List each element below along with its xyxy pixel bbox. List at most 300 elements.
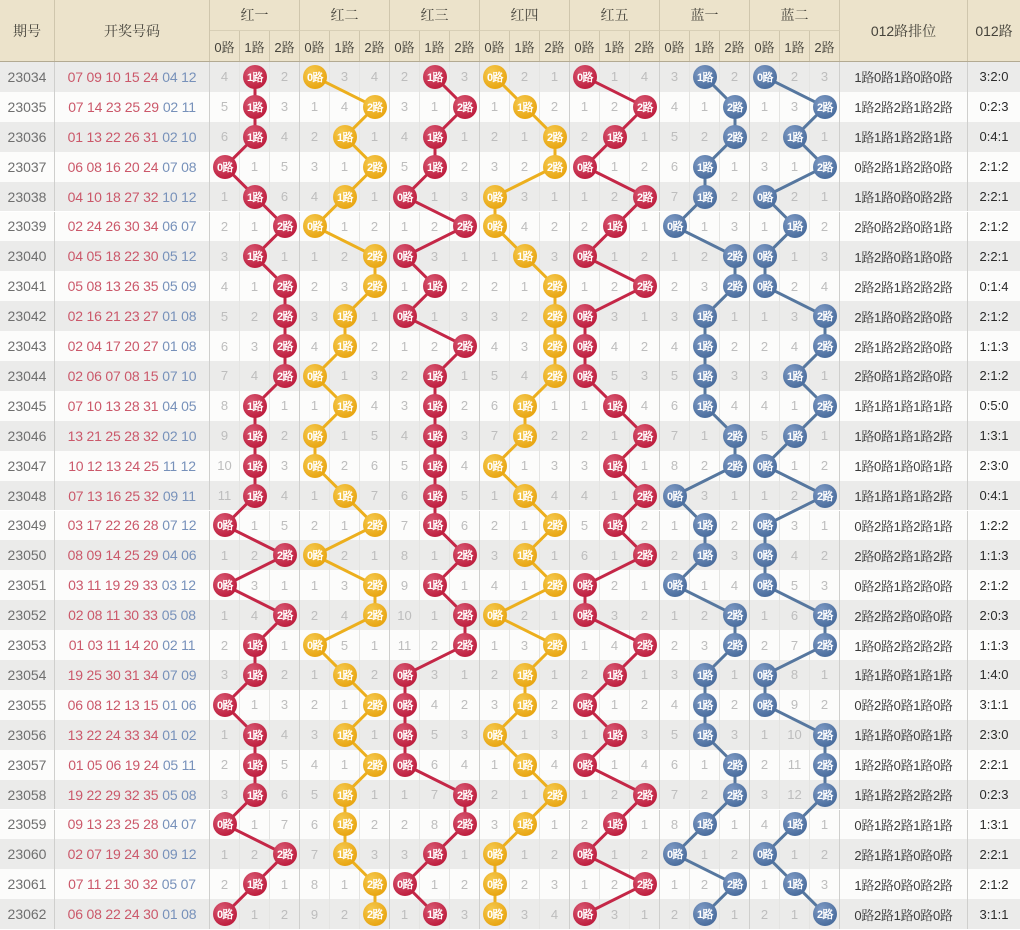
road-miss-cell: 2: [270, 421, 300, 451]
road-miss-cell: [630, 92, 660, 122]
trend-ball: 2路: [723, 244, 747, 268]
road-miss-cell: 3: [780, 301, 810, 331]
road-miss-cell: 11: [780, 750, 810, 780]
road-miss-cell: 1: [540, 660, 570, 690]
road-miss-cell: 3: [540, 869, 570, 899]
trend-ball: 1路: [423, 394, 447, 418]
road-miss-cell: 2: [690, 241, 720, 271]
road-miss-cell: [570, 152, 600, 182]
road-miss-cell: 2: [540, 839, 570, 869]
road-miss-cell: 3: [690, 271, 720, 301]
road-miss-cell: 1: [450, 660, 480, 690]
ratio-cell: 2:1:2: [979, 368, 1009, 384]
trend-ball: 1路: [243, 125, 267, 149]
trend-ball: 0路: [393, 244, 417, 268]
road-miss-cell: 4: [270, 122, 300, 152]
road-miss-cell: 1: [570, 391, 600, 421]
road-miss-cell: [540, 122, 570, 152]
trend-ball: 1路: [333, 842, 357, 866]
road-miss-cell: 5: [390, 152, 420, 182]
road-miss-cell: 1: [420, 92, 450, 122]
trend-ball: 1路: [423, 125, 447, 149]
road-miss-cell: 4: [540, 750, 570, 780]
road-miss-cell: 1: [330, 421, 360, 451]
road-miss-cell: [690, 331, 720, 361]
road-label: 2路: [540, 31, 570, 61]
road-miss-cell: 1: [630, 810, 660, 840]
road-miss-cell: 2: [600, 271, 630, 301]
road-miss-cell: 2: [780, 62, 810, 92]
road-miss-cell: 1: [690, 212, 720, 242]
trend-ball: 2路: [453, 633, 477, 657]
road-miss-cell: 2: [270, 899, 300, 929]
road-miss-cell: 5: [780, 570, 810, 600]
red-numbers: 03 17 22 26 28: [67, 517, 159, 534]
ratio-cell: 0:2:3: [979, 787, 1009, 803]
road-miss-cell: 1: [510, 570, 540, 600]
road-miss-cell: 2: [330, 451, 360, 481]
road-miss-cell: [360, 241, 390, 271]
road-miss-cell: [240, 182, 270, 212]
road-miss-cell: [450, 780, 480, 810]
road-miss-cell: [570, 750, 600, 780]
rank-cell: 1路1路0路1路1路: [840, 660, 968, 690]
trend-ball: 2路: [813, 902, 837, 926]
road-miss-cell: [330, 331, 360, 361]
trend-ball: 2路: [813, 394, 837, 418]
period-cell: 23046: [0, 421, 55, 451]
road-miss-cell: 2: [630, 331, 660, 361]
trend-ball: 0路: [213, 693, 237, 717]
trend-ball: 1路: [243, 95, 267, 119]
trend-ball: 2路: [813, 633, 837, 657]
road-miss-cell: 3: [690, 481, 720, 511]
road-miss-cell: 1: [210, 720, 240, 750]
road-miss-cell: 1: [660, 600, 690, 630]
table-row: [0, 630, 1020, 660]
road-miss-cell: [540, 630, 570, 660]
trend-ball: 2路: [453, 95, 477, 119]
trend-ball: 2路: [453, 783, 477, 807]
rank-cell: 0路2路1路2路0路: [840, 570, 968, 600]
trend-ball: 1路: [783, 125, 807, 149]
trend-ball: 0路: [213, 902, 237, 926]
road-miss-cell: 1: [450, 122, 480, 152]
numbers-cell: [55, 361, 210, 391]
road-miss-cell: 2: [780, 182, 810, 212]
road-miss-cell: [480, 182, 510, 212]
trend-ball: 1路: [333, 185, 357, 209]
road-miss-cell: [690, 810, 720, 840]
table-row: [0, 810, 1020, 840]
trend-ball: 1路: [693, 155, 717, 179]
rank-cell: 1路1路1路1路2路: [840, 481, 968, 511]
road-miss-cell: [570, 570, 600, 600]
numbers-cell: [55, 481, 210, 511]
trend-ball: 2路: [723, 753, 747, 777]
road-miss-cell: 3: [450, 62, 480, 92]
road-miss-cell: 6: [450, 511, 480, 541]
trend-ball: 2路: [543, 304, 567, 328]
period-cell: 23056: [0, 720, 55, 750]
red-numbers: 02 04 17 20 27: [67, 338, 159, 355]
trend-ball: 2路: [543, 334, 567, 358]
trend-ball: 2路: [453, 543, 477, 567]
trend-ball: 1路: [513, 693, 537, 717]
road-miss-cell: [630, 869, 660, 899]
numbers-cell: [55, 750, 210, 780]
road-miss-cell: 5: [210, 301, 240, 331]
trend-ball: 2路: [543, 513, 567, 537]
period-cell: 23038: [0, 182, 55, 212]
road-miss-cell: 1: [240, 152, 270, 182]
trend-ball: 0路: [573, 334, 597, 358]
road-miss-cell: [720, 271, 750, 301]
rank-cell: 1路0路2路2路2路: [840, 630, 968, 660]
trend-ball: 1路: [603, 214, 627, 238]
red-numbers: 07 10 13 28 31: [67, 397, 159, 414]
road-label: 1路: [600, 31, 630, 61]
trend-ball: 1路: [423, 484, 447, 508]
road-miss-cell: 1: [330, 690, 360, 720]
trend-ball: 1路: [423, 65, 447, 89]
red-numbers: 06 08 22 24 30: [67, 906, 159, 923]
trend-ball: 0路: [573, 65, 597, 89]
period-cell: 23049: [0, 511, 55, 541]
road-miss-cell: [510, 92, 540, 122]
trend-ball: 0路: [573, 304, 597, 328]
road-miss-cell: 4: [480, 570, 510, 600]
numbers-header: 开奖号码: [55, 0, 210, 61]
table-row: [0, 271, 1020, 301]
road-miss-cell: 4: [240, 600, 270, 630]
trend-ball: 2路: [453, 334, 477, 358]
road-miss-cell: 9: [210, 421, 240, 451]
road-miss-cell: 2: [360, 331, 390, 361]
road-miss-cell: [540, 152, 570, 182]
blue-numbers: 01 08: [162, 308, 197, 325]
period-cell: 23041: [0, 271, 55, 301]
road-miss-cell: 2: [630, 511, 660, 541]
road-miss-cell: 1: [780, 899, 810, 929]
trend-ball: 1路: [693, 902, 717, 926]
table-row: [0, 152, 1020, 182]
road-miss-cell: 4: [660, 690, 690, 720]
road-miss-cell: 2: [600, 570, 630, 600]
road-miss-cell: 3: [300, 152, 330, 182]
road-miss-cell: 7: [660, 421, 690, 451]
road-miss-cell: 1: [510, 511, 540, 541]
road-miss-cell: 2: [750, 899, 780, 929]
road-miss-cell: 1: [270, 391, 300, 421]
road-miss-cell: 2: [210, 212, 240, 242]
road-miss-cell: 2: [420, 331, 450, 361]
road-miss-cell: 1: [600, 481, 630, 511]
road-miss-cell: [420, 152, 450, 182]
trend-ball: 2路: [273, 364, 297, 388]
road-miss-cell: 4: [420, 690, 450, 720]
road-miss-cell: [600, 391, 630, 421]
ratio-cell: 0:5:0: [979, 398, 1009, 414]
trend-ball: 1路: [243, 723, 267, 747]
period-header: 期号: [0, 0, 55, 61]
trend-ball: 0路: [483, 214, 507, 238]
road-miss-cell: [510, 391, 540, 421]
road-miss-cell: 7: [360, 481, 390, 511]
road-miss-cell: [390, 182, 420, 212]
road-miss-cell: 1: [660, 511, 690, 541]
trend-ball: 2路: [363, 603, 387, 627]
rank-header: 012路排位: [840, 0, 968, 61]
road-miss-cell: 3: [450, 899, 480, 929]
road-miss-cell: 4: [600, 630, 630, 660]
road-miss-cell: 1: [240, 511, 270, 541]
road-miss-cell: 1: [420, 869, 450, 899]
road-miss-cell: 3: [540, 720, 570, 750]
road-miss-cell: 3: [690, 630, 720, 660]
period-cell: 23051: [0, 570, 55, 600]
road-miss-cell: 2: [510, 152, 540, 182]
road-miss-cell: 2: [480, 660, 510, 690]
numbers-cell: [55, 212, 210, 242]
road-miss-cell: 2: [480, 271, 510, 301]
rank-cell: 1路2路0路1路0路: [840, 241, 968, 271]
road-miss-cell: 1: [210, 540, 240, 570]
trend-ball: 1路: [603, 723, 627, 747]
road-miss-cell: [540, 361, 570, 391]
table-row: [0, 780, 1020, 810]
ratio-header: 012路: [975, 22, 1013, 39]
period-cell: 23059: [0, 810, 55, 840]
road-miss-cell: [810, 301, 840, 331]
period-cell: 23043: [0, 331, 55, 361]
trend-ball: 2路: [813, 304, 837, 328]
trend-ball: 2路: [363, 95, 387, 119]
trend-ball: 2路: [633, 95, 657, 119]
ratio-cell: 3:1:1: [979, 697, 1009, 713]
rank-cell: 1路1路1路2路1路: [840, 122, 968, 152]
trend-ball: 2路: [363, 513, 387, 537]
road-miss-cell: 2: [600, 780, 630, 810]
road-miss-cell: [360, 152, 390, 182]
road-miss-cell: 1: [210, 839, 240, 869]
rank-cell: 1路1路0路0路1路: [840, 720, 968, 750]
rank-cell: 1路2路2路1路2路: [840, 92, 968, 122]
road-miss-cell: [420, 899, 450, 929]
road-miss-cell: 2: [720, 331, 750, 361]
trend-ball: 0路: [663, 573, 687, 597]
road-miss-cell: 3: [300, 301, 330, 331]
road-label: 1路: [510, 31, 540, 61]
red-numbers: 10 12 13 24 25: [68, 457, 159, 474]
road-miss-cell: 1: [600, 152, 630, 182]
road-miss-cell: 2: [300, 511, 330, 541]
group-header-2: 红二: [300, 0, 390, 31]
road-miss-cell: 10: [390, 600, 420, 630]
road-label: 2路: [270, 31, 300, 61]
road-miss-cell: 1: [330, 869, 360, 899]
road-miss-cell: 7: [420, 780, 450, 810]
road-miss-cell: 2: [540, 690, 570, 720]
road-miss-cell: 3: [720, 720, 750, 750]
road-miss-cell: 1: [300, 570, 330, 600]
road-miss-cell: [810, 391, 840, 421]
ratio-cell: 2:1:2: [979, 159, 1009, 175]
road-miss-cell: 1: [330, 750, 360, 780]
road-miss-cell: 1: [480, 241, 510, 271]
road-miss-cell: [420, 481, 450, 511]
road-miss-cell: 2: [240, 839, 270, 869]
road-miss-cell: 5: [270, 511, 300, 541]
trend-ball: 1路: [603, 812, 627, 836]
road-miss-cell: 4: [330, 600, 360, 630]
trend-ball: 1路: [423, 274, 447, 298]
road-miss-cell: 1: [690, 570, 720, 600]
road-miss-cell: [720, 600, 750, 630]
trend-ball: 0路: [753, 663, 777, 687]
road-miss-cell: 9: [780, 690, 810, 720]
road-miss-cell: 4: [300, 182, 330, 212]
road-miss-cell: [210, 570, 240, 600]
road-miss-cell: [810, 720, 840, 750]
ratio-cell: 0:4:1: [979, 129, 1009, 145]
trend-ball: 0路: [753, 185, 777, 209]
trend-ball: 1路: [243, 783, 267, 807]
road-miss-cell: 2: [810, 540, 840, 570]
road-miss-cell: [330, 839, 360, 869]
trend-ball: 0路: [753, 274, 777, 298]
ratio-cell: 0:2:3: [979, 99, 1009, 115]
road-miss-cell: [240, 62, 270, 92]
ratio-cell: 2:2:1: [979, 248, 1009, 264]
road-miss-cell: 6: [390, 481, 420, 511]
road-miss-cell: 1: [690, 750, 720, 780]
trend-ball: 2路: [633, 633, 657, 657]
road-label: 1路: [240, 31, 270, 61]
road-miss-cell: [360, 899, 390, 929]
road-miss-cell: 1: [360, 301, 390, 331]
road-miss-cell: 1: [600, 241, 630, 271]
road-miss-cell: [360, 750, 390, 780]
road-miss-cell: 4: [300, 331, 330, 361]
period-cell: 23053: [0, 630, 55, 660]
trend-ball: 2路: [813, 603, 837, 627]
road-miss-cell: 3: [420, 660, 450, 690]
road-miss-cell: 1: [450, 839, 480, 869]
road-miss-cell: 7: [300, 839, 330, 869]
road-miss-cell: 1: [630, 301, 660, 331]
road-miss-cell: 1: [270, 869, 300, 899]
road-miss-cell: 1: [630, 899, 660, 929]
road-miss-cell: 2: [690, 600, 720, 630]
road-miss-cell: 2: [750, 331, 780, 361]
road-miss-cell: 1: [600, 421, 630, 451]
road-miss-cell: 4: [390, 122, 420, 152]
rank-cell: 1路1路2路2路2路: [840, 780, 968, 810]
trend-ball: 0路: [393, 693, 417, 717]
road-miss-cell: 8: [300, 869, 330, 899]
blue-numbers: 05 11: [162, 756, 196, 773]
road-miss-cell: 3: [450, 182, 480, 212]
road-miss-cell: [600, 122, 630, 152]
table-row: [0, 660, 1020, 690]
road-miss-cell: [390, 720, 420, 750]
road-label: 2路: [810, 31, 840, 61]
rank-cell: 1路1路0路0路2路: [840, 182, 968, 212]
road-miss-cell: 2: [420, 630, 450, 660]
trend-ball: 0路: [393, 663, 417, 687]
trend-ball: 0路: [303, 543, 327, 567]
road-miss-cell: [240, 122, 270, 152]
road-miss-cell: [720, 241, 750, 271]
trend-ball: 0路: [483, 842, 507, 866]
road-miss-cell: 4: [330, 92, 360, 122]
road-miss-cell: 6: [360, 451, 390, 481]
rank-cell: 0路2路1路0路0路: [840, 899, 968, 929]
road-miss-cell: [270, 301, 300, 331]
road-miss-cell: 1: [330, 152, 360, 182]
road-miss-cell: 3: [630, 361, 660, 391]
road-miss-cell: 4: [450, 451, 480, 481]
period-cell: 23058: [0, 780, 55, 810]
road-label: 1路: [780, 31, 810, 61]
road-miss-cell: [630, 481, 660, 511]
road-miss-cell: [570, 361, 600, 391]
road-label: 1路: [690, 31, 720, 61]
trend-ball: 1路: [243, 244, 267, 268]
road-miss-cell: 2: [330, 540, 360, 570]
table-row: [0, 451, 1020, 481]
ratio-cell: 2:2:1: [979, 189, 1009, 205]
trend-ball: 2路: [273, 543, 297, 567]
road-miss-cell: [480, 212, 510, 242]
road-miss-cell: 6: [480, 391, 510, 421]
road-miss-cell: 2: [240, 540, 270, 570]
road-miss-cell: 4: [780, 540, 810, 570]
red-numbers: 09 13 23 25 28: [67, 816, 159, 833]
road-miss-cell: 1: [540, 540, 570, 570]
road-miss-cell: 1: [360, 182, 390, 212]
ratio-cell: 1:1:3: [979, 338, 1009, 354]
ratio-cell: 2:3:0: [979, 458, 1009, 474]
road-miss-cell: 1: [720, 301, 750, 331]
period-cell: 23039: [0, 212, 55, 242]
road-miss-cell: 1: [630, 570, 660, 600]
trend-ball: 1路: [513, 753, 537, 777]
road-miss-cell: 2: [630, 152, 660, 182]
blue-numbers: 04 12: [162, 68, 197, 85]
trend-ball: 1路: [513, 484, 537, 508]
numbers-cell: [55, 660, 210, 690]
road-miss-cell: 6: [420, 750, 450, 780]
road-miss-cell: 2: [720, 511, 750, 541]
rank-cell: 1路1路1路1路1路: [840, 391, 968, 421]
blue-numbers: 02 11: [162, 98, 196, 115]
road-miss-cell: 8: [420, 810, 450, 840]
road-miss-cell: 2: [630, 600, 660, 630]
road-miss-cell: 2: [450, 152, 480, 182]
road-miss-cell: [780, 361, 810, 391]
road-miss-cell: 5: [270, 750, 300, 780]
ratio-cell: 3:1:1: [979, 906, 1009, 922]
trend-ball: 2路: [723, 125, 747, 149]
road-miss-cell: 3: [780, 92, 810, 122]
road-miss-cell: 2: [450, 391, 480, 421]
road-miss-cell: [720, 421, 750, 451]
road-miss-cell: [780, 810, 810, 840]
numbers-cell: [55, 62, 210, 92]
trend-ball: 2路: [363, 244, 387, 268]
